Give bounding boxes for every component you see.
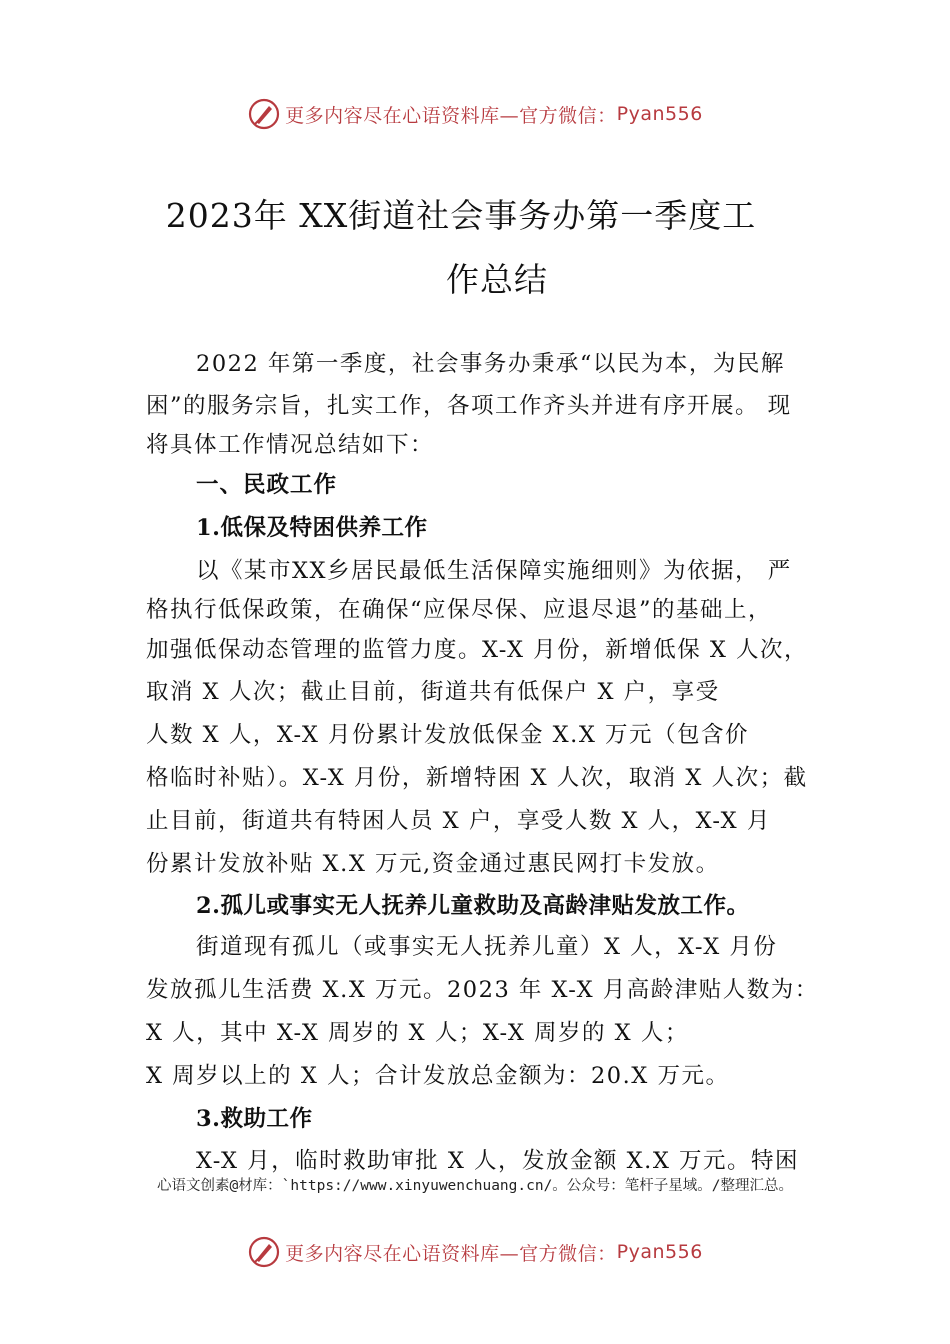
document-title-line-2: 作总结 — [446, 260, 548, 299]
pen-seal-logo-icon — [247, 97, 281, 131]
body-line: 止目前，街道共有特困人员 X 户，享受人数 X 人，X-X 月 — [146, 808, 771, 834]
footer-banner — [0, 1232, 950, 1272]
body-line: 格临时补贴）。X-X 月份，新增特困 X 人次，取消 X 人次；截 — [146, 765, 808, 791]
document-title-line-1: 2023年 XX街道社会事务办第一季度工 — [165, 196, 757, 235]
header-banner — [0, 94, 950, 134]
subsection-heading: 3.救助工作 — [196, 1106, 313, 1132]
banner-text: 更多内容尽在心语资料库—官方微信： — [285, 104, 617, 127]
body-line: 取消 X 人次；截止目前，街道共有低保户 X 户，享受 — [146, 679, 720, 705]
body-line: X-X 月，临时救助审批 X 人，发放金额 X.X 万元。特困 — [196, 1148, 800, 1174]
body-line: 将具体工作情况总结如下： — [146, 432, 435, 458]
body-line: 格执行低保政策，在确保“应保尽保、应退尽退”的基础上， — [146, 597, 773, 623]
body-line: 份累计发放补贴 X.X 万元,资金通过惠民网打卡发放。 — [146, 851, 720, 877]
banner-wechat-id: Pyan556 — [616, 1241, 703, 1263]
body-line: 困”的服务宗旨，扎实工作，各项工作齐头并进有序开展。 现 — [146, 393, 792, 419]
body-line: X 人，其中 X-X 周岁的 X 人；X-X 周岁的 X 人； — [146, 1020, 689, 1046]
section-heading: 一、民政工作 — [196, 472, 338, 498]
body-line: 人数 X 人，X-X 月份累计发放低保金 X.X 万元（包含价 — [146, 722, 750, 748]
subsection-heading: 1.低保及特困供养工作 — [196, 515, 428, 541]
body-line: 发放孤儿生活费 X.X 万元。2023 年 X-X 月高龄津贴人数为： — [146, 977, 819, 1003]
pen-seal-logo-icon — [247, 1235, 281, 1269]
subsection-heading: 2.孤儿或事实无人抚养儿童救助及高龄津贴发放工作。 — [196, 893, 750, 919]
footnote-source: 心语文创素@材库：`https://www.xinyuwenchuang.cn/。公众号：笔杆子星域。/整理汇总。 — [156, 1178, 794, 1194]
banner-text: 更多内容尽在心语资料库—官方微信： — [285, 1242, 617, 1265]
body-line: 以《某市XX乡居民最低生活保障实施细则》为依据， 严 — [196, 558, 792, 584]
banner-wechat-id: Pyan556 — [616, 103, 703, 125]
body-line: 2022 年第一季度，社会事务办秉承“以民为本，为民解 — [196, 351, 785, 377]
body-line: 加强低保动态管理的监管力度。X-X 月份，新增低保 X 人次， — [146, 637, 809, 663]
body-line: X 周岁以上的 X 人；合计发放总金额为：20.X 万元。 — [146, 1063, 730, 1089]
body-line: 街道现有孤儿（或事实无人抚养儿童）X 人，X-X 月份 — [196, 934, 778, 960]
